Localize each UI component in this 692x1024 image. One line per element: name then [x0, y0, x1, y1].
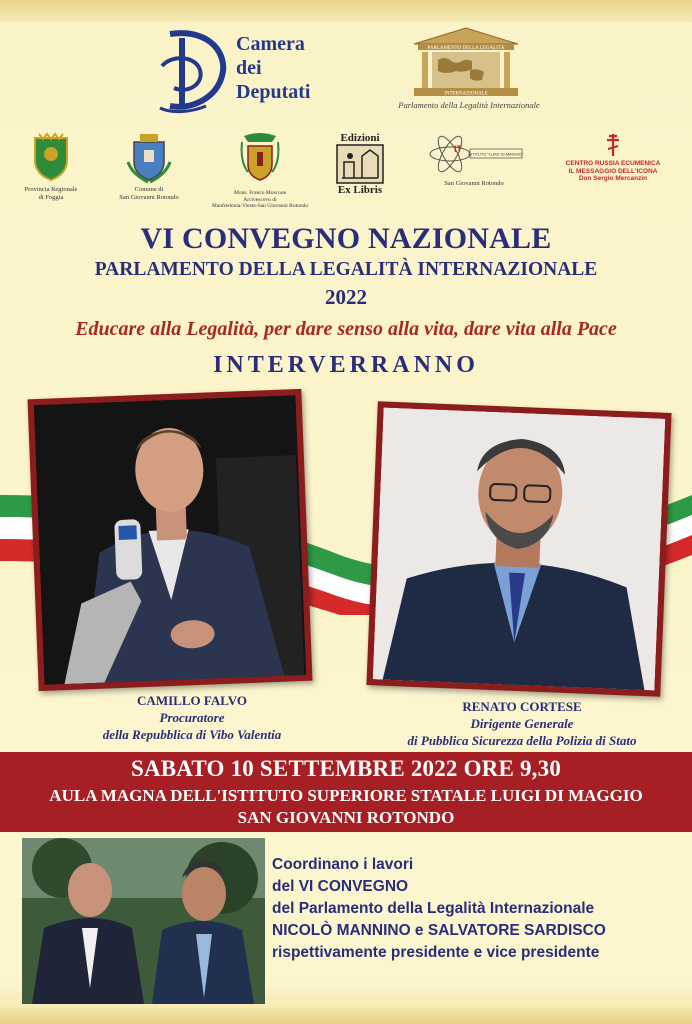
- camera-line-3: Deputati: [236, 81, 311, 103]
- top-frame: [0, 0, 692, 22]
- coordinators-portrait: [22, 838, 265, 1004]
- camera-dei-deputati-logo: [152, 26, 232, 116]
- speaker-1-role: Procuratore: [159, 710, 225, 725]
- coordinators-line-1: Coordinano i lavori: [272, 856, 414, 873]
- pli-logo-text-bottom: INTERNAZIONALE: [444, 91, 488, 97]
- comune-sgr-logo: [104, 132, 194, 201]
- coordinators-line-3: del Parlamento della Legalità Internazionale: [272, 900, 595, 917]
- logo-caption-1: Provincia Regionale di Foggia: [24, 186, 78, 201]
- event-city: SAN GIOVANNI ROTONDO: [237, 808, 455, 827]
- bottom-frame: [0, 1008, 692, 1024]
- ex-libris-woodcut-icon: [336, 144, 384, 184]
- renato-cortese-photo: [373, 407, 666, 690]
- interverranno-heading: INTERVERRANNO: [213, 352, 479, 378]
- ex-libris-label: Ex Libris: [337, 184, 383, 196]
- camera-line-1: Camera: [236, 33, 305, 55]
- camera-dei-deputati-text: [236, 32, 310, 104]
- speaker-1-caption: [62, 692, 322, 743]
- speaker-1-org: della Repubblica di Vibo Valentia: [102, 727, 282, 742]
- istituto-it-logo: [424, 132, 524, 188]
- pli-logo-text-top: PARLAMENTO DELLA LEGALITÀ: [427, 46, 505, 51]
- logo-caption-5: San Giovanni Rotondo: [444, 180, 504, 187]
- coordinators-text: [272, 854, 688, 964]
- centro-russia-logo: [554, 132, 672, 183]
- motto-text: Educare alla Legalità, per dare senso alla vita, dare vita alla Pace: [75, 318, 617, 340]
- convegno-title: VI CONVEGNO NAZIONALE: [140, 222, 552, 255]
- speaker-2-name: RENATO CORTESE: [462, 699, 582, 714]
- coordinators-photo: [22, 838, 265, 1004]
- speaker-2-role: Dirigente Generale: [470, 716, 574, 731]
- coordinators-line-5: rispettivamente presidente e vice presidente: [272, 944, 600, 961]
- coordinators-line-2: del VI CONVEGNO: [272, 878, 409, 895]
- camillo-falvo-photo: [34, 395, 307, 685]
- speaker-2-caption: [362, 698, 682, 749]
- logo-caption-2: Comune di San Giovanni Rotondo: [119, 186, 179, 201]
- parlamento-subtitle: PARLAMENTO DELLA LEGALITÀ INTERNAZIONALE: [94, 259, 598, 280]
- logo-caption-3: Mons. Franco Moscone Arcivescovo di Manfredonia-Vieste-San Giovanni Rotondo: [211, 190, 309, 209]
- event-date-time: SABATO 10 SETTEMBRE 2022 ORE 9,30: [130, 756, 562, 781]
- atom-it-icon: [424, 132, 524, 178]
- portrait-speaker-1: [34, 395, 307, 685]
- camillo-falvo-photo-frame: [27, 389, 312, 691]
- ex-libris-logo: [330, 132, 390, 196]
- it-badge: IT: [454, 144, 462, 154]
- event-venue: AULA MAGNA DELL'ISTITUTO SUPERIORE STATALE LUIGI DI MAGGIO: [49, 786, 643, 805]
- provincia-crest-icon: [31, 132, 71, 184]
- pli-caption: Parlamento della Legalità Internazionale: [398, 100, 540, 110]
- portrait-speaker-2: [373, 407, 666, 690]
- renato-cortese-photo-frame: [366, 401, 671, 697]
- provincia-foggia-logo: [16, 132, 86, 201]
- pli-temple-logo: [410, 26, 522, 102]
- istituto-mini-label: ISTITUTO "LUIGI DI MAGGIO": [468, 151, 524, 157]
- orthodox-cross-icon: [601, 132, 625, 158]
- speaker-1-name: CAMILLO FALVO: [137, 693, 247, 708]
- sponsor-logos-row: [14, 132, 678, 222]
- logo-caption-6: CENTRO RUSSIA ECUMENICA IL MESSAGGIO DELL'ICONA Don Sergio Mercanzin: [565, 160, 661, 182]
- bishop-crest-icon: [238, 132, 282, 188]
- camera-line-2: dei: [236, 57, 262, 79]
- coordinators-line-4: NICOLÒ MANNINO e SALVATORE SARDISCO: [272, 922, 606, 939]
- year-label: 2022: [325, 285, 367, 309]
- arcivescovo-logo: [210, 132, 310, 210]
- edizioni-label: Edizioni: [340, 132, 380, 144]
- speaker-2-org: di Pubblica Sicurezza della Polizia di Stato: [407, 733, 637, 748]
- comune-crest-icon: [126, 132, 172, 184]
